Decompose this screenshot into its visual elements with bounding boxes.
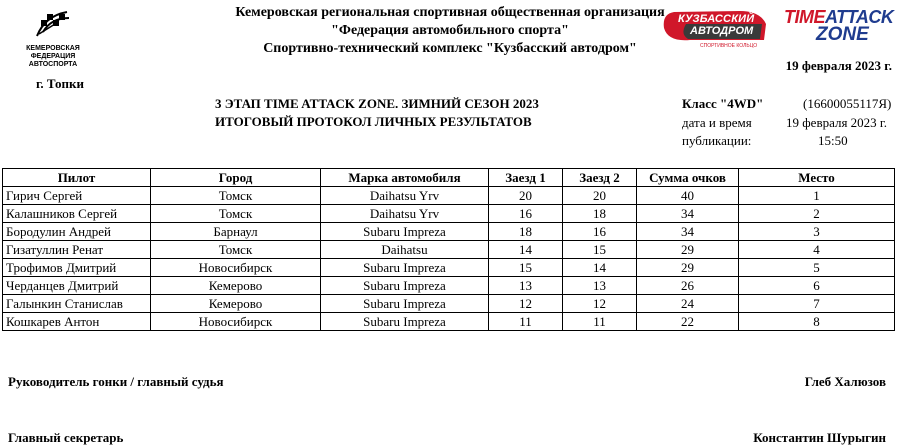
chief-secretary-role: Главный секретарь bbox=[8, 430, 124, 445]
run-1-cell: 13 bbox=[489, 277, 563, 295]
place-cell: 7 bbox=[739, 295, 895, 313]
header-place: Место bbox=[739, 169, 895, 187]
event-subtitle: ИТОГОВЫЙ ПРОТОКОЛ ЛИЧНЫХ РЕЗУЛЬТАТОВ bbox=[215, 114, 532, 129]
city-cell: Кемерово bbox=[151, 295, 321, 313]
event-title: 3 ЭТАП TIME ATTACK ZONE. ЗИМНИЙ СЕЗОН 2023 bbox=[215, 96, 539, 111]
datetime-label-2: публикации: bbox=[682, 133, 752, 148]
place-cell: 2 bbox=[739, 205, 895, 223]
city-cell: Томск bbox=[151, 187, 321, 205]
car-cell: Subaru Impreza bbox=[321, 313, 489, 331]
run-1-cell: 11 bbox=[489, 313, 563, 331]
run-1-cell: 20 bbox=[489, 187, 563, 205]
place-cell: 3 bbox=[739, 223, 895, 241]
header-pilot: Пилот bbox=[3, 169, 151, 187]
city-cell: Новосибирск bbox=[151, 313, 321, 331]
points-cell: 34 bbox=[637, 205, 739, 223]
table-header-row bbox=[3, 169, 895, 187]
place-cell: 5 bbox=[739, 259, 895, 277]
run-2-cell: 18 bbox=[563, 205, 637, 223]
table-row bbox=[3, 277, 895, 295]
time-attack-zone-logo bbox=[780, 6, 892, 48]
datetime-label-1: дата и время bbox=[682, 115, 752, 130]
chief-judge-role: Руководитель гонки / главный судья bbox=[8, 374, 224, 389]
run-1-cell: 14 bbox=[489, 241, 563, 259]
city-cell: Томск bbox=[151, 205, 321, 223]
pilot-cell: Калашников Сергей bbox=[3, 205, 151, 223]
header-run-2: Заезд 2 bbox=[563, 169, 637, 187]
kuzbass-sub: СПОРТИВНОЕ КОЛЬЦО bbox=[700, 43, 758, 49]
pilot-cell: Галынкин Станислав bbox=[3, 295, 151, 313]
points-cell: 24 bbox=[637, 295, 739, 313]
city-cell: Кемерово bbox=[151, 277, 321, 295]
run-2-cell: 14 bbox=[563, 259, 637, 277]
pilot-cell: Бородулин Андрей bbox=[3, 223, 151, 241]
table-row bbox=[3, 259, 895, 277]
header-run-1: Заезд 1 bbox=[489, 169, 563, 187]
run-1-cell: 18 bbox=[489, 223, 563, 241]
org-line-1: Кемеровская региональная спортивная общественная организация bbox=[235, 5, 665, 20]
run-2-cell: 13 bbox=[563, 277, 637, 295]
car-cell: Daihatsu Yrv bbox=[321, 205, 489, 223]
city-cell: Новосибирск bbox=[151, 259, 321, 277]
publication-time: 15:50 bbox=[818, 133, 848, 148]
federation-caption-2: ФЕДЕРАЦИЯ АВТОСПОРТА bbox=[28, 53, 78, 68]
run-1-cell: 12 bbox=[489, 295, 563, 313]
place-cell: 4 bbox=[739, 241, 895, 259]
table-row bbox=[3, 295, 895, 313]
pilot-cell: Трофимов Дмитрий bbox=[3, 259, 151, 277]
header-car: Марка автомобиля bbox=[321, 169, 489, 187]
points-cell: 26 bbox=[637, 277, 739, 295]
org-line-3: Спортивно-технический комплекс "Кузбасский автодром" bbox=[263, 41, 637, 56]
time-word: TIME bbox=[784, 7, 825, 27]
pilot-cell: Кошкарев Антон bbox=[3, 313, 151, 331]
org-line-2: "Федерация автомобильного спорта" bbox=[331, 23, 569, 38]
document-date: 19 февраля 2023 г. bbox=[785, 58, 892, 73]
car-cell: Subaru Impreza bbox=[321, 295, 489, 313]
header-city: Город bbox=[151, 169, 321, 187]
run-2-cell: 15 bbox=[563, 241, 637, 259]
run-2-cell: 20 bbox=[563, 187, 637, 205]
zone-word: ZONE bbox=[816, 24, 869, 45]
city-cell: Барнаул bbox=[151, 223, 321, 241]
federation-caption-1: КЕМЕРОВСКАЯ bbox=[26, 45, 80, 52]
points-cell: 40 bbox=[637, 187, 739, 205]
place-cell: 6 bbox=[739, 277, 895, 295]
run-2-cell: 16 bbox=[563, 223, 637, 241]
kuzbass-autodrom-logo bbox=[660, 6, 772, 52]
table-row bbox=[3, 187, 895, 205]
attack-word: ATTACK bbox=[825, 7, 894, 27]
run-1-cell: 16 bbox=[489, 205, 563, 223]
points-cell: 29 bbox=[637, 259, 739, 277]
publication-date: 19 февраля 2023 г. bbox=[786, 115, 888, 130]
points-cell: 22 bbox=[637, 313, 739, 331]
header-points: Сумма очков bbox=[637, 169, 739, 187]
run-2-cell: 11 bbox=[563, 313, 637, 331]
city: г. Топки bbox=[36, 76, 84, 91]
table-row bbox=[3, 205, 895, 223]
class-code: (16600055117Я) bbox=[803, 96, 892, 111]
pilot-cell: Черданцев Дмитрий bbox=[3, 277, 151, 295]
points-cell: 34 bbox=[637, 223, 739, 241]
chief-secretary-name: Константин Шурыгин bbox=[753, 430, 886, 445]
pilot-cell: Гирич Сергей bbox=[3, 187, 151, 205]
table-row bbox=[3, 313, 895, 331]
kuzbass-line-2: АВТОДРОМ bbox=[690, 25, 754, 37]
car-cell: Subaru Impreza bbox=[321, 277, 489, 295]
run-1-cell: 15 bbox=[489, 259, 563, 277]
class-label: Класс "4WD" bbox=[682, 96, 764, 111]
car-cell: Subaru Impreza bbox=[321, 223, 489, 241]
car-cell: Subaru Impreza bbox=[321, 259, 489, 277]
table-row bbox=[3, 241, 895, 259]
city-cell: Томск bbox=[151, 241, 321, 259]
points-cell: 29 bbox=[637, 241, 739, 259]
run-2-cell: 12 bbox=[563, 295, 637, 313]
kuzbass-line-1: КУЗБАССКИЙ bbox=[678, 13, 755, 25]
place-cell: 1 bbox=[739, 187, 895, 205]
results-table bbox=[2, 168, 895, 331]
car-cell: Daihatsu bbox=[321, 241, 489, 259]
chief-judge-name: Глеб Халюзов bbox=[804, 374, 886, 389]
pilot-cell: Гизатуллин Ренат bbox=[3, 241, 151, 259]
place-cell: 8 bbox=[739, 313, 895, 331]
table-row bbox=[3, 223, 895, 241]
car-cell: Daihatsu Yrv bbox=[321, 187, 489, 205]
